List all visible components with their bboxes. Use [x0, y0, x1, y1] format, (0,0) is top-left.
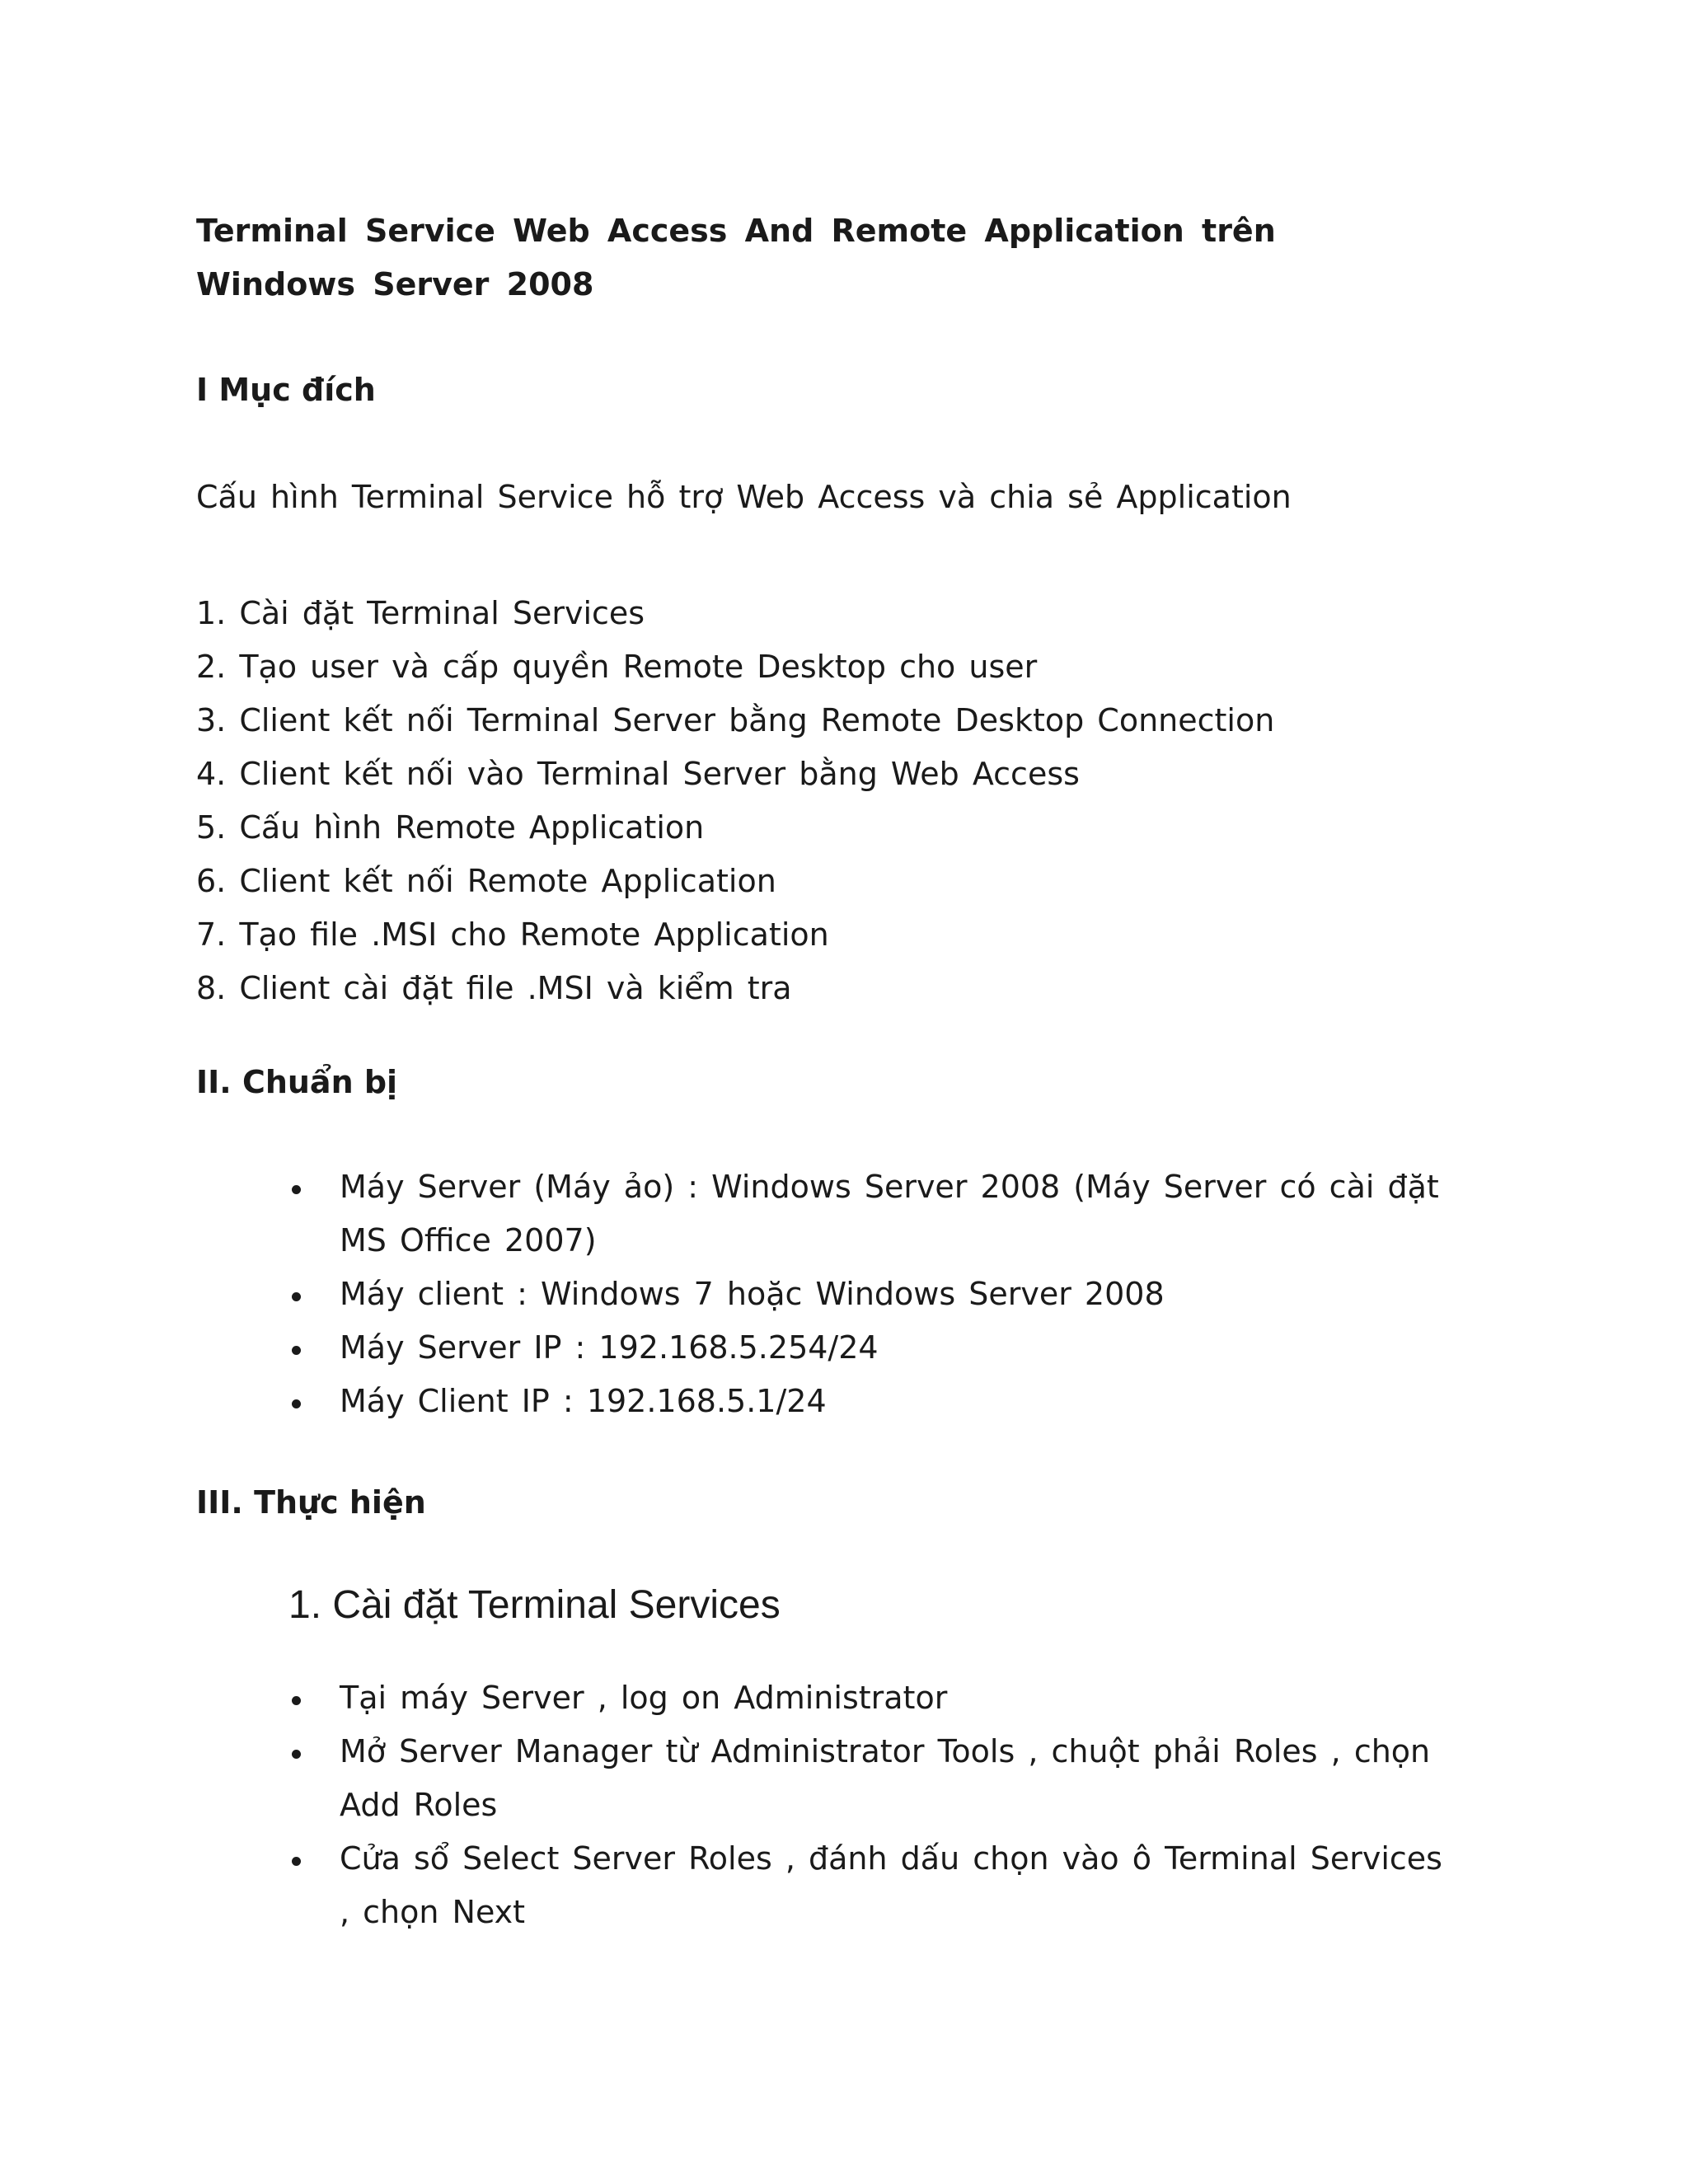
- document-title: Terminal Service Web Access And Remote Application trên Windows Server 2008: [196, 213, 1276, 302]
- purpose-intro: Cấu hình Terminal Service hỗ trợ Web Access và chia sẻ Application: [196, 479, 1292, 515]
- bullet-icon: [292, 1696, 301, 1705]
- list-item: [282, 1321, 1461, 1375]
- list-item: 1. Cài đặt Terminal Services: [196, 595, 645, 631]
- list-item: 3. Client kết nối Terminal Server bằng Remote Desktop Connection: [196, 702, 1275, 738]
- list-item: [282, 1832, 1461, 1939]
- list-item: [282, 1725, 1461, 1832]
- bullet-icon: [292, 1857, 301, 1866]
- list-item: 4. Client kết nối vào Terminal Server bằng Web Access: [196, 756, 1080, 792]
- list-item: 5. Cấu hình Remote Application: [196, 809, 705, 846]
- list-item: 8. Client cài đặt file .MSI và kiểm tra: [196, 970, 792, 1006]
- bullet-icon: [292, 1750, 301, 1759]
- list-item-text: Mở Server Manager từ Administrator Tools , chuột phải Roles , chọn Add Roles: [340, 1733, 1431, 1823]
- subsection-heading: 1. Cài đặt Terminal Services: [288, 1583, 781, 1627]
- section-heading-implementation: III. Thực hiện: [196, 1484, 426, 1521]
- list-item-text: Tại máy Server , log on Administrator: [340, 1680, 948, 1716]
- bullet-icon: [292, 1185, 301, 1194]
- bullet-icon: [292, 1346, 301, 1355]
- bullet-icon: [292, 1399, 301, 1408]
- list-item-text: Cửa sổ Select Server Roles , đánh dấu chọn vào ô Terminal Services , chọn Next: [340, 1840, 1442, 1930]
- list-item: 6. Client kết nối Remote Application: [196, 863, 776, 899]
- section-heading-preparation: II. Chuẩn bị: [196, 1064, 398, 1100]
- bullet-icon: [292, 1292, 301, 1301]
- implementation-list: [282, 1671, 1461, 1939]
- list-item-text: Máy Client IP : 192.168.5.1/24: [340, 1383, 827, 1419]
- steps-list: [196, 587, 1274, 1015]
- list-item: [282, 1671, 1461, 1725]
- list-item-text: Máy Server (Máy ảo) : Windows Server 2008 (Máy Server có cài đặt MS Office 2007): [340, 1169, 1439, 1258]
- list-item-text: Máy Server IP : 192.168.5.254/24: [340, 1329, 879, 1366]
- list-item: 2. Tạo user và cấp quyền Remote Desktop cho user: [196, 649, 1038, 685]
- list-item-text: Máy client : Windows 7 hoặc Windows Server 2008: [340, 1276, 1165, 1312]
- section-heading-purpose: I Mục đích: [196, 372, 376, 408]
- list-item: [282, 1268, 1461, 1321]
- list-item: [282, 1375, 1461, 1428]
- preparation-list: [282, 1160, 1461, 1428]
- list-item: [282, 1160, 1461, 1268]
- list-item: 7. Tạo file .MSI cho Remote Application: [196, 916, 829, 953]
